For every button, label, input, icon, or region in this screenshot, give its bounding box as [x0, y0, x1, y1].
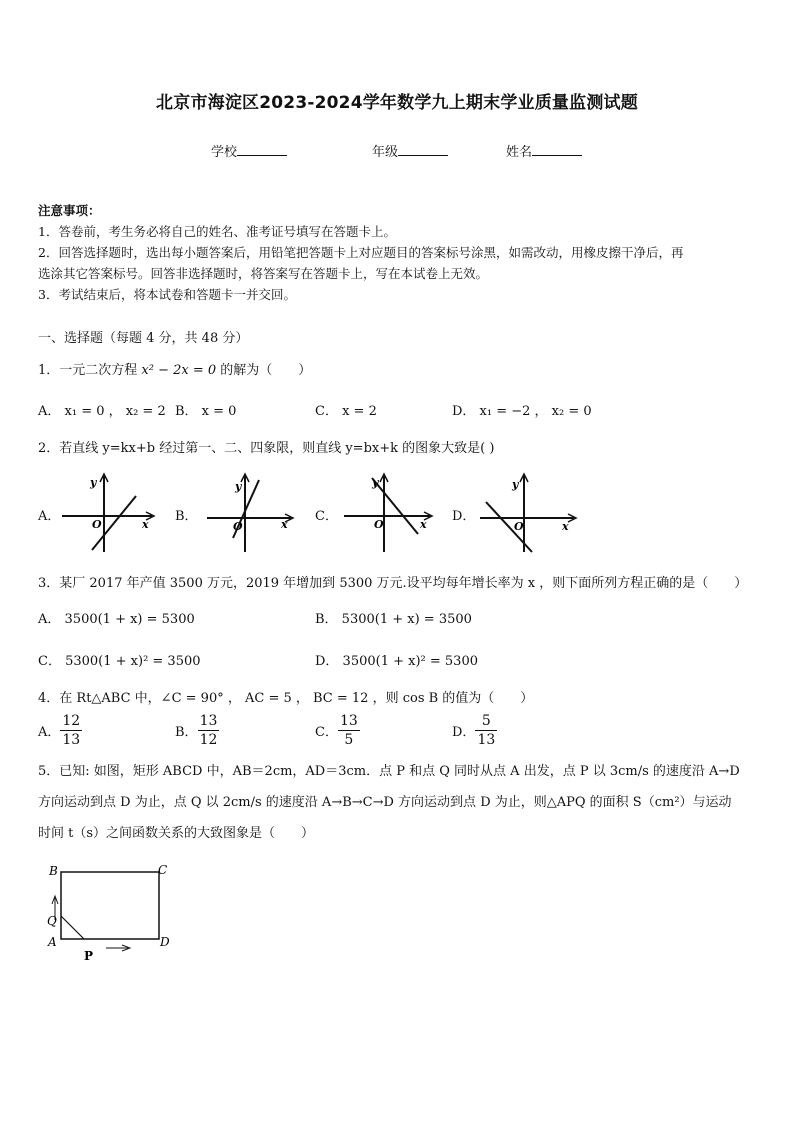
question-2-stem: 2．若直线 y=kx+b 经过第一、二、四象限，则直线 y=bx+k 的图象大致是( ) — [38, 441, 495, 456]
q5-rectangle-figure — [40, 860, 190, 970]
q1-option-b: B． x = 0 — [175, 404, 237, 419]
fraction — [475, 712, 497, 749]
q1-stem-after: 的解为（ ） — [216, 363, 312, 378]
vertex-d-label: D — [160, 935, 170, 949]
q1-equation: x² − 2x = 0 — [141, 363, 217, 378]
name-label: 姓名 — [506, 145, 533, 160]
q3-option-d: D． 3500(1 + x)² = 5300 — [315, 654, 478, 669]
vertex-b-label: B — [49, 864, 58, 878]
axis-x-label: x — [420, 518, 427, 531]
grade-field — [372, 141, 448, 160]
option-label: D． — [452, 725, 476, 740]
origin-label: O — [374, 518, 384, 531]
q2-graph-d — [478, 470, 583, 554]
axis-y-label: y — [372, 476, 379, 489]
question-5-line-2: 方向运动到点 D 为止，点 Q 以 2cm/s 的速度沿 A→B→C→D 方向运动到点 D 为止，则△APQ 的面积 S（cm²）与运动 — [38, 795, 732, 810]
q1-option-d: D． x₁ = −2 ， x₂ = 0 — [452, 404, 592, 419]
q1-option-a: A． x₁ = 0 ， x₂ = 2 — [38, 404, 166, 419]
question-4-stem: 4．在 Rt△ABC 中，∠C = 90° ， AC = 5 ， BC = 12 ，则 cos B 的值为（ ） — [38, 691, 534, 706]
axis-x-label: x — [562, 520, 569, 533]
q2-label-d: D． — [452, 509, 476, 524]
q2-label-a: A． — [38, 509, 61, 524]
vertex-a-label: A — [48, 935, 57, 949]
numerator: 5 — [475, 712, 497, 731]
note-item: 2．回答选择题时，选出每小题答案后，用铅笔把答题卡上对应题目的答案标号涂黑，如需改动，用橡皮擦干净后，再 — [38, 245, 684, 260]
fraction — [60, 712, 82, 749]
option-label: B． — [175, 725, 198, 740]
q2-label-b: B． — [175, 509, 198, 524]
denominator: 5 — [344, 732, 354, 748]
q3-option-b: B． 5300(1 + x) = 3500 — [315, 612, 472, 627]
notes-block — [38, 200, 758, 305]
name-blank — [532, 142, 582, 156]
axis-y-label: y — [512, 478, 519, 491]
axis-y-label: y — [90, 476, 97, 489]
origin-label: O — [233, 520, 243, 533]
origin-label: O — [92, 518, 102, 531]
note-item: 3．考试结束后，将本试卷和答题卡一并交回。 — [38, 287, 296, 302]
school-label: 学校 — [211, 145, 238, 160]
q1-option-c: C． x = 2 — [315, 404, 377, 419]
point-p-label: P — [84, 949, 94, 963]
school-field — [211, 141, 287, 160]
q3-option-c: C． 5300(1 + x)² = 3500 — [38, 654, 201, 669]
question-5-line-1: 5．已知: 如图，矩形 ABCD 中，AB＝2cm，AD＝3cm．点 P 和点 Q 同时从点 A 出发，点 P 以 3cm/s 的速度沿 A→D — [38, 764, 740, 779]
grade-label: 年级 — [372, 145, 399, 160]
numerator: 13 — [339, 713, 358, 729]
fraction — [338, 712, 360, 749]
origin-label: O — [514, 520, 524, 533]
q4-option-d — [452, 712, 497, 749]
denominator: 13 — [62, 732, 81, 748]
denominator: 13 — [477, 732, 496, 748]
q2-graph-b — [205, 470, 305, 554]
q4-option-a — [38, 712, 82, 749]
numerator: 12 — [62, 713, 81, 729]
note-item: 1．答卷前，考生务必将自己的姓名、准考证号填写在答题卡上。 — [38, 224, 396, 239]
question-3-stem: 3．某厂 2017 年产值 3500 万元，2019 年增加到 5300 万元.设平均每年增长率为 x ，则下面所列方程正确的是（ ） — [38, 576, 748, 591]
notes-heading: 注意事项： — [38, 203, 101, 218]
question-5-line-3: 时间 t（s）之间函数关系的大致图象是（ ） — [38, 826, 315, 841]
school-blank — [237, 142, 287, 156]
q2-label-c: C． — [315, 509, 338, 524]
option-label: C． — [315, 725, 338, 740]
q2-graph-c — [342, 470, 442, 554]
q2-graph-a — [60, 470, 165, 554]
q4-option-c — [315, 712, 360, 749]
numerator: 13 — [199, 713, 218, 729]
grade-blank — [398, 142, 448, 156]
section-heading: 一、选择题（每题 4 分，共 48 分） — [38, 331, 249, 346]
point-q-label: Q — [47, 914, 57, 928]
note-item: 选涂其它答案标号。回答非选择题时，将答案写在答题卡上，写在本试卷上无效。 — [38, 266, 489, 281]
fraction — [198, 712, 220, 749]
name-field — [506, 141, 582, 160]
q3-option-a: A． 3500(1 + x) = 5300 — [38, 612, 195, 627]
axis-x-label: x — [142, 518, 149, 531]
axis-y-label: y — [235, 480, 242, 493]
page-title: 北京市海淀区2023-2024学年数学九上期末学业质量监测试题 — [156, 93, 638, 113]
option-label: A． — [38, 725, 61, 740]
q1-stem-before: 1．一元二次方程 — [38, 363, 142, 378]
vertex-c-label: C — [158, 863, 168, 877]
q4-option-b — [175, 712, 219, 749]
axis-x-label: x — [281, 518, 288, 531]
denominator: 12 — [199, 732, 218, 748]
question-1-stem — [38, 359, 311, 378]
